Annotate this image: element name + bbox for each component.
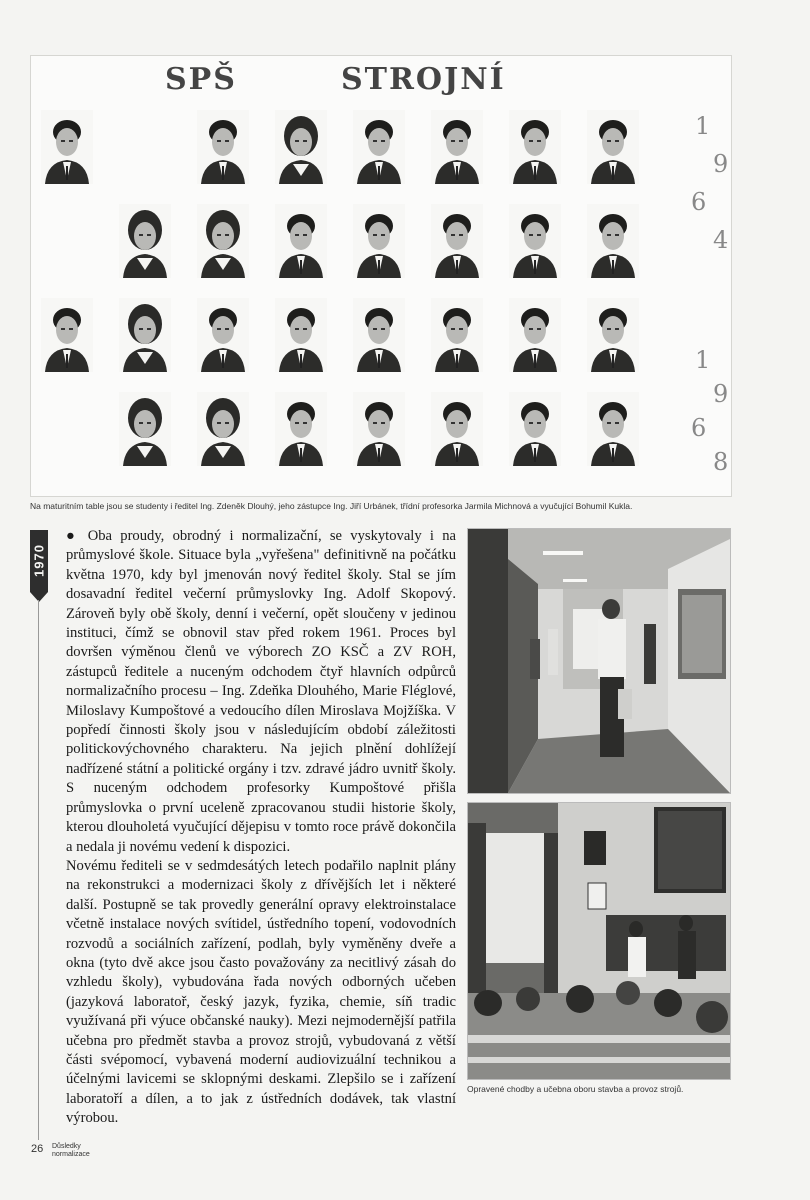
year-marker	[30, 530, 48, 592]
year-marker-label: 1970	[31, 544, 47, 577]
student-portrait	[41, 298, 93, 372]
year-digit-8: 8	[713, 448, 729, 476]
year-digit-2: 9	[713, 150, 729, 178]
student-portrait	[353, 392, 405, 466]
margin-rule	[38, 600, 39, 1140]
student-portrait	[353, 298, 405, 372]
student-portrait	[587, 392, 639, 466]
student-portrait	[587, 110, 639, 184]
student-portrait	[431, 204, 483, 278]
photos-caption: Opravené chodby a učebna oboru stavba a provoz strojů.	[467, 1084, 684, 1094]
article-paragraph-2: Novému řediteli se v sedmdesátých letech podařilo naplnit plány na rekonstrukci a modernizaci školy z dřívějších let i některé další. Postupně se tak provedly generální opravy elektroinstalace včetně instalace nových svítidel, ústředního topení, vodovodních rozvodů a sociálních zařízení, podlah, byly vyměněny dveře a okna (tyto dvě akce jsou často považovány za necitlivý zásah do vzhledu školy), vybudována řada nových odborných učeben (jazyková laboratoř, český jazyk, fyzika, chemie, síň tradic využívaná při výuce občanské nauky). Mezi nejmodernější patřila učebna pro předmět stavba a provoz strojů, vybudovaná z větší části svépomocí, vybavená moderní audiovizuální technikou a účelnými lavicemi se sklopnými deskami. Zlepšilo se i zařízení laboratoří a dílen, a to jak z ústředních dodávek, tak vlastní výrobou.	[66, 857, 456, 1127]
student-portrait	[119, 204, 171, 278]
student-portrait	[431, 298, 483, 372]
student-portrait	[275, 392, 327, 466]
section-label-line-1: Důsledky	[52, 1143, 81, 1150]
corridor-photo	[467, 528, 731, 794]
tableau-caption: Na maturitním table jsou se studenty i ředitel Ing. Zdeněk Dlouhý, jeho zástupce Ing. Jiří Urbánek, třídní profesorka Jarmila Michnová a vyučující Bohumil Kukla.	[30, 501, 633, 511]
year-digit-6: 9	[713, 380, 729, 408]
student-portrait	[353, 110, 405, 184]
student-portrait	[587, 298, 639, 372]
student-portrait	[275, 110, 327, 184]
article-paragraph-1: ● Oba proudy, obrodný i normalizační, se vyskytovaly i na průmyslové škole. Situace byla „vyřešena" definitivně na počátku května 1970, kdy byl jmenován nový ředitel školy. Stal se jím dosavadní ředitel večerní průmyslovky Ing. Adolf Skopový. Zároveň byly obě školy, denní i večerní, opět sloučeny v jedinou instituci, čímž se obnovil stav před rokem 1961. Proces byl dovršen výměnou členů ve výborech ZO KSČ a ZV ROH, zástupců ředitele a nuceným odchodem čtyř hlavních odpůrců normalizačního procesu – Ing. Zdeňka Dlouhého, Marie Fléglové, Miloslavy Kumpoštové a vedoucího dílen Miroslava Mojžíška. V popředí činnosti školy jsou v následujícím období záležitosti politickovýchovného charakteru. Na jejich plnění dohlížejí nadřízené státní a politické orgány i tzv. zdravé jádro uvnitř školy. S nuceným odchodem profesorky Kumpoštové přišla průmyslovka o první uceleně zpracovanou studii historie školy, kterou dlouholetá vyučující dějepisu v tomto roce právě dokončila a nedala ji novému vedení k dispozici.	[66, 528, 456, 855]
student-portrait	[509, 110, 561, 184]
student-portrait	[119, 298, 171, 372]
student-portrait	[41, 110, 93, 184]
student-portrait	[197, 110, 249, 184]
student-portrait	[587, 204, 639, 278]
student-portrait	[275, 298, 327, 372]
year-digit-1: 1	[695, 112, 711, 140]
student-portrait	[431, 392, 483, 466]
year-digit-7: 6	[691, 414, 707, 442]
year-digit-5: 1	[695, 346, 711, 374]
student-portrait	[509, 298, 561, 372]
student-portrait	[197, 204, 249, 278]
student-portrait	[119, 392, 171, 466]
year-marker-arrow	[30, 592, 48, 602]
graduation-tableau	[30, 55, 732, 497]
year-digit-3: 6	[691, 188, 707, 216]
article-body	[66, 527, 456, 1129]
student-portrait	[197, 298, 249, 372]
student-portrait	[197, 392, 249, 466]
section-label	[52, 1143, 102, 1159]
classroom-photo	[467, 802, 731, 1080]
student-portrait	[353, 204, 405, 278]
student-portrait	[509, 392, 561, 466]
tableau-title-right: STROJNÍ	[341, 62, 506, 97]
page-number: 26	[31, 1143, 44, 1155]
tableau-title-left: SPŠ	[165, 62, 237, 97]
student-portrait	[509, 204, 561, 278]
student-portrait	[275, 204, 327, 278]
section-label-line-2: normalizace	[52, 1151, 90, 1158]
year-digit-4: 4	[713, 226, 729, 254]
student-portrait	[431, 110, 483, 184]
